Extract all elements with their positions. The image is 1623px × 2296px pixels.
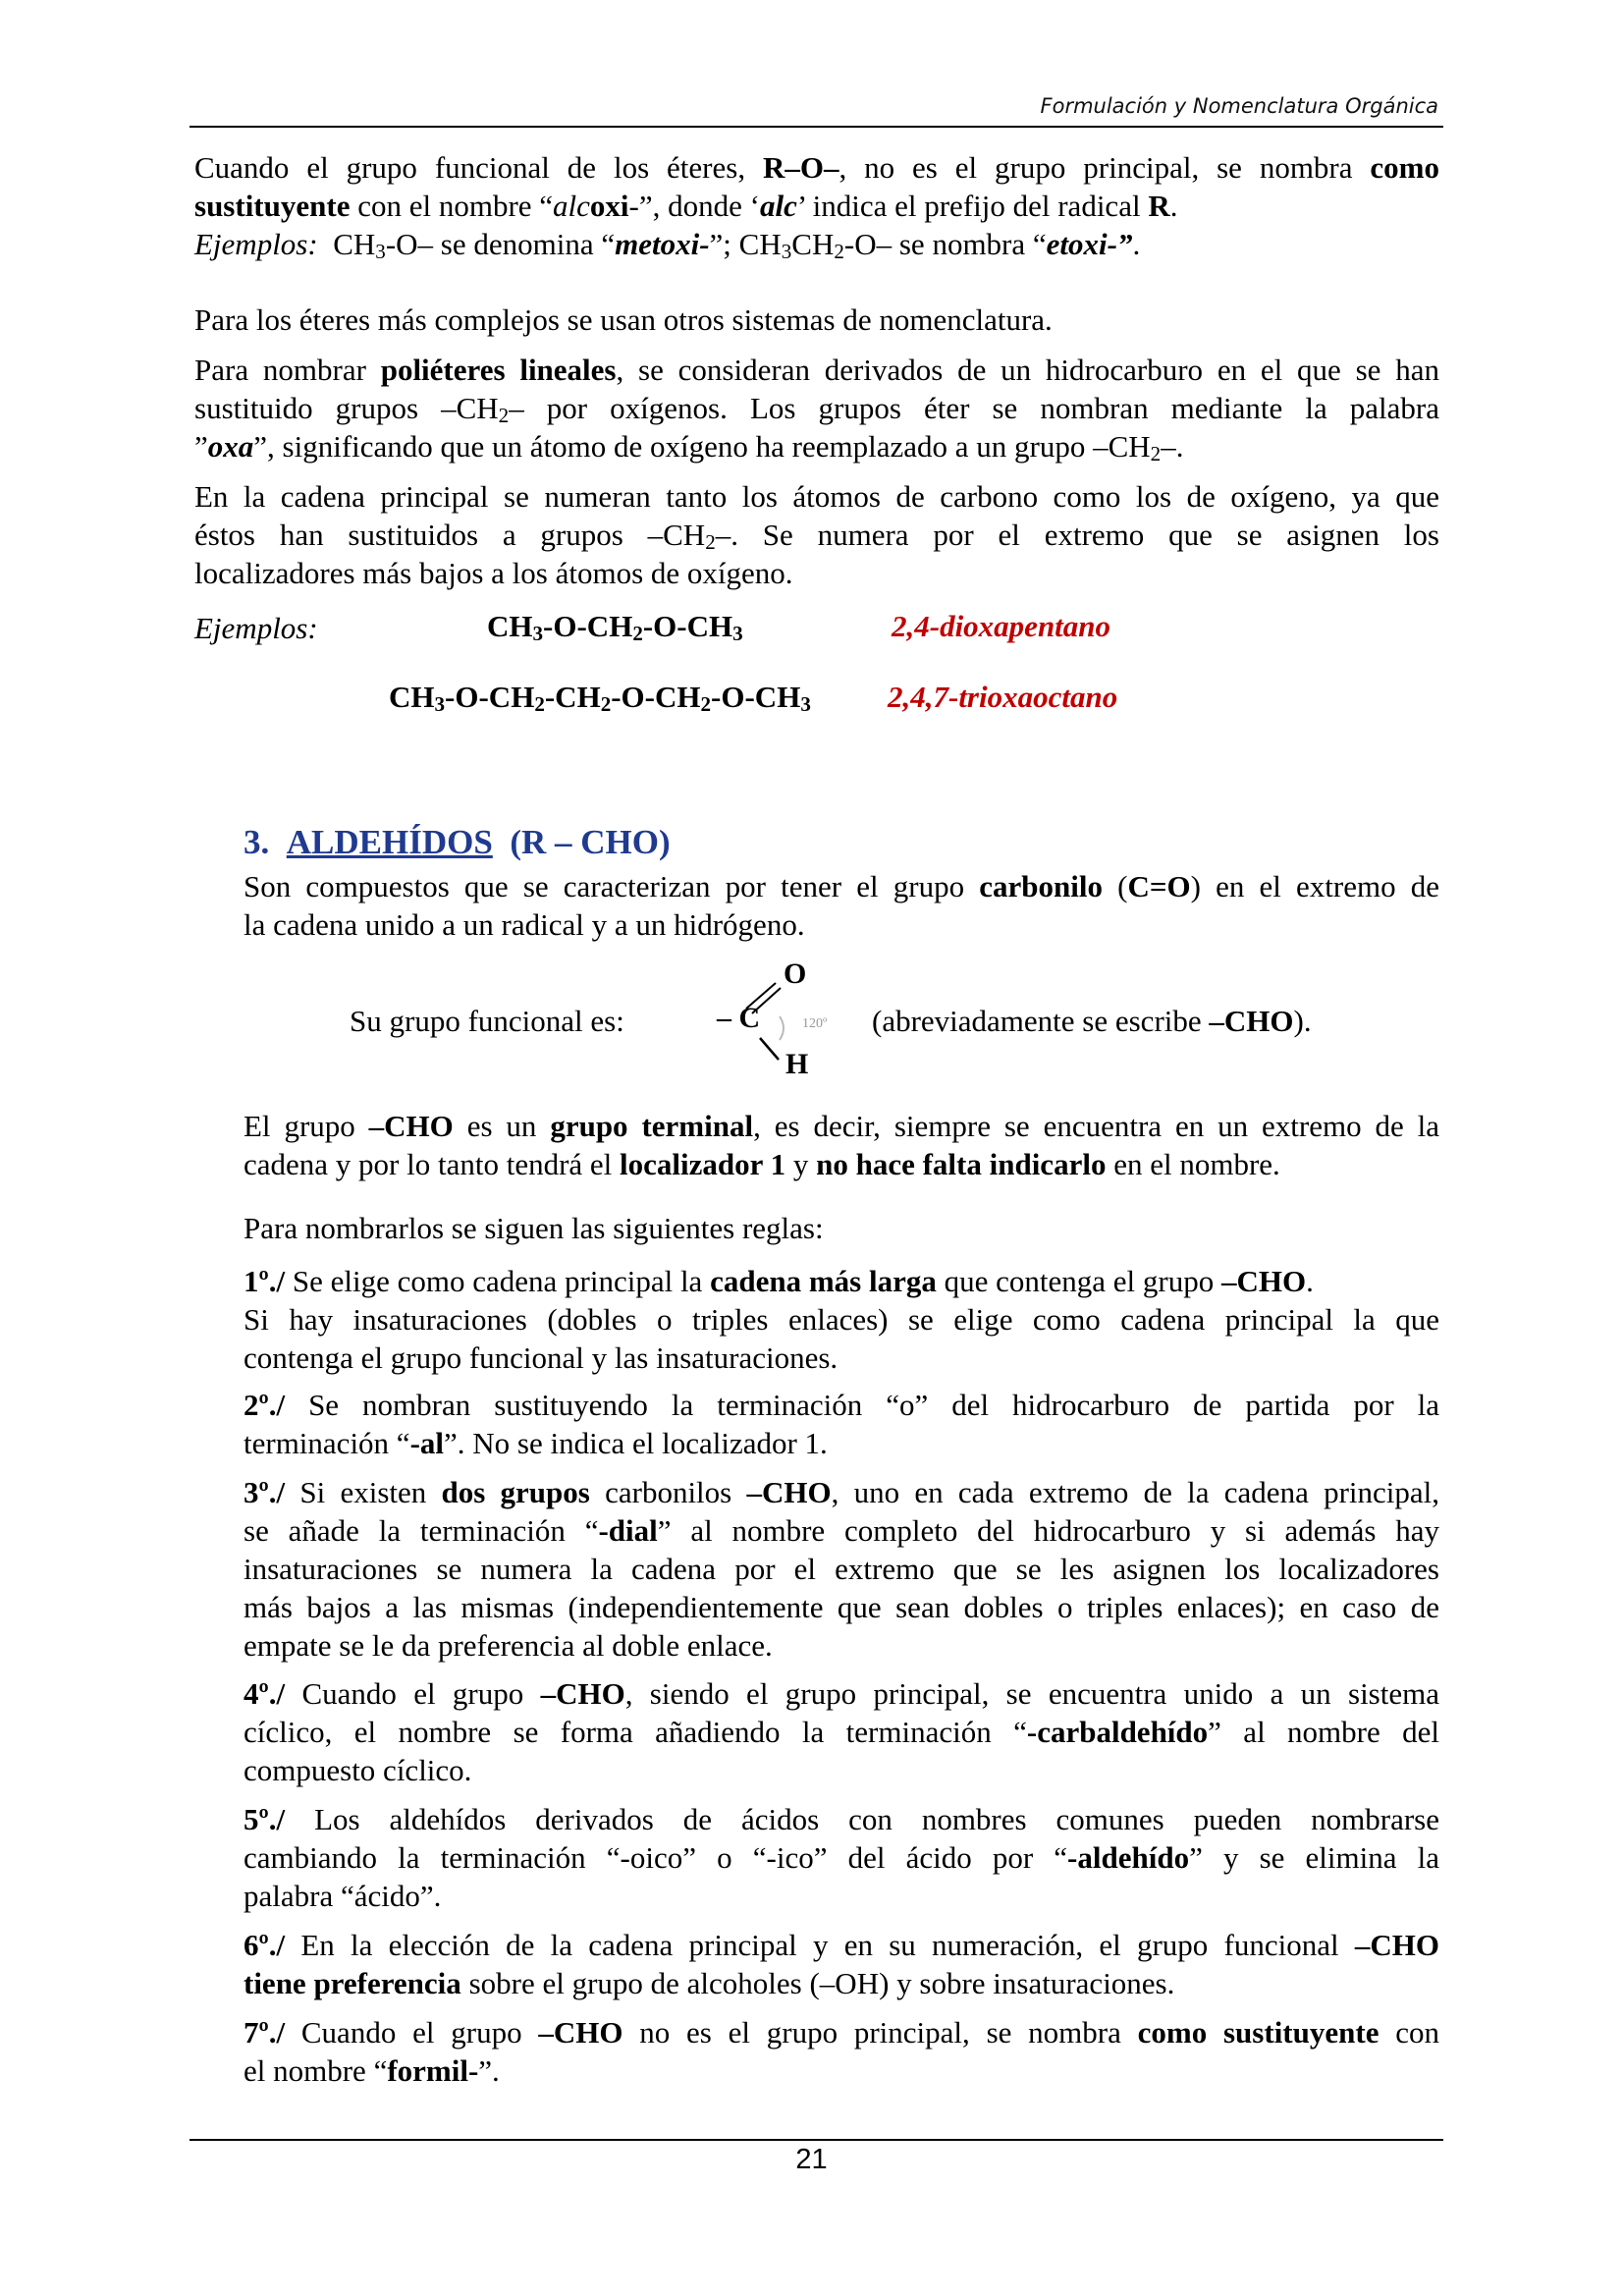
rule-7: 7º./ Cuando el grupo –CHO no es el grupo principal, se nombra como sustituyente con el nombre “formil-”. — [243, 2015, 1439, 2088]
angle-arc — [780, 1016, 784, 1040]
ethers-substituent-paragraph: Cuando el grupo funcional de los éteres, R–O–, no es el grupo principal, se nombra como sustituyente con el nombre “alcoxi-”, donde ‘alc’ indica el prefijo del radical R. Ejemplos: $CH_3-O-$ se denomina “metoxi-”; $CH_3CH_2-O-$ se nombra “etoxi-”. — [194, 150, 1440, 264]
rule-3: 3º./ Si existen dos grupos carbonilos –CHO, uno en cada extremo de la cadena principal, se añade la terminación “-dial” al nombre completo del hidrocarburo y si además hay insaturaciones se numera la cadena por el extremo que se les asignen los localizadores más bajos a las mismas (independientemente que sean dobles o triples enlaces); en caso de empate se le da preferencia al doble enlace. — [243, 1475, 1439, 1663]
atom-hydrogen: H — [785, 1048, 809, 1080]
abbreviation-note: (abreviadamente se escribe –CHO). — [872, 1004, 1312, 1038]
numbering-paragraph: En la cadena principal se numeran tanto los átomos de carbono como los de oxígeno, ya que éstos han sustituidos a grupos $-CH_2-$. Se numera por el extremo que se asignen los localizadores más bajos a los átomos de oxígeno. — [194, 479, 1439, 590]
terminal-group-paragraph: El grupo –CHO es un grupo terminal, es decir, siempre se encuentra en un extremo de la cadena y por lo tanto tendrá el localizador 1 y no hace falta indicarlo en el nombre. — [243, 1109, 1439, 1181]
page-number: 21 — [795, 2144, 828, 2175]
rules-intro: Para nombrarlos se siguen las siguientes reglas: — [243, 1211, 824, 1245]
polyethers-paragraph: Para nombrar poliéteres lineales, se consideran derivados de un hidrocarburo en el que se han sustituido grupos $-CH_2-$ por oxígenos. Los grupos éter se nombran mediante la palabra ”oxa”, significando que un átomo de oxígeno ha reemplazado a un grupo $-CH_2-$. — [194, 353, 1439, 466]
atom-carbon: – C — [717, 1002, 761, 1034]
complex-ethers-paragraph: Para los éteres más complejos se usan otros sistemas de nomenclatura. — [194, 302, 1053, 337]
rule-4: 4º./ Cuando el grupo –CHO, siendo el grupo principal, se encuentra unido a un sistema cíclico, el nombre se forma añadiendo la terminación “-carbaldehído” al nombre del compuesto cíclico. — [243, 1676, 1439, 1787]
single-bond-line — [760, 1038, 779, 1060]
example-formula-1: $CH_3-O-CH_2-O-CH_3$ — [487, 609, 743, 646]
atom-oxygen: O — [784, 957, 807, 990]
examples-label: Ejemplos: — [194, 611, 318, 645]
footer-rule — [189, 2139, 1443, 2141]
angle-label: 120º — [802, 1016, 828, 1031]
functional-group-label: Su grupo funcional es: — [350, 1004, 624, 1038]
rule-1: 1º./ Se elige como cadena principal la cadena más larga que contenga el grupo –CHO. Si hay insaturaciones (dobles o triples enlaces) se elige como cadena principal la que contenga el grupo funcional y las insaturaciones. — [243, 1264, 1439, 1375]
rule-2: 2º./ Se nombran sustituyendo la terminación “o” del hidrocarburo de partida por la terminación “-al”. No se indica el localizador 1. — [243, 1388, 1439, 1460]
rule-5: 5º./ Los aldehídos derivados de ácidos con nombres comunes pueden nombrarse cambiando la terminación “-oico” o “-ico” del ácido por “-aldehído” y se elimina la palabra “ácido”. — [243, 1802, 1439, 1913]
rule-6: 6º./ En la elección de la cadena principal y en su numeración, el grupo funcional –CHO tiene preferencia sobre el grupo de alcoholes (–OH) y sobre insaturaciones. — [243, 1928, 1439, 2000]
section-heading-aldehydes: 3. ALDEHÍDOS (R – CHO) — [243, 823, 671, 861]
carbonyl-structure — [717, 957, 833, 1085]
running-header: Formulación y Nomenclatura Orgánica — [1040, 94, 1438, 118]
aldehydes-intro: Son compuestos que se caracterizan por tener el grupo carbonilo (C=O) en el extremo de la cadena unido a un radical y a un hidrógeno. — [243, 869, 1440, 942]
header-rule — [189, 126, 1443, 128]
example-formula-2: $CH_3-O-CH_2-CH_2-O-CH_2-O-CH_3$ — [389, 680, 811, 717]
example-name-1: 2,4-dioxapentano — [892, 609, 1111, 643]
example-name-2: 2,4,7-trioxaoctano — [888, 680, 1118, 714]
